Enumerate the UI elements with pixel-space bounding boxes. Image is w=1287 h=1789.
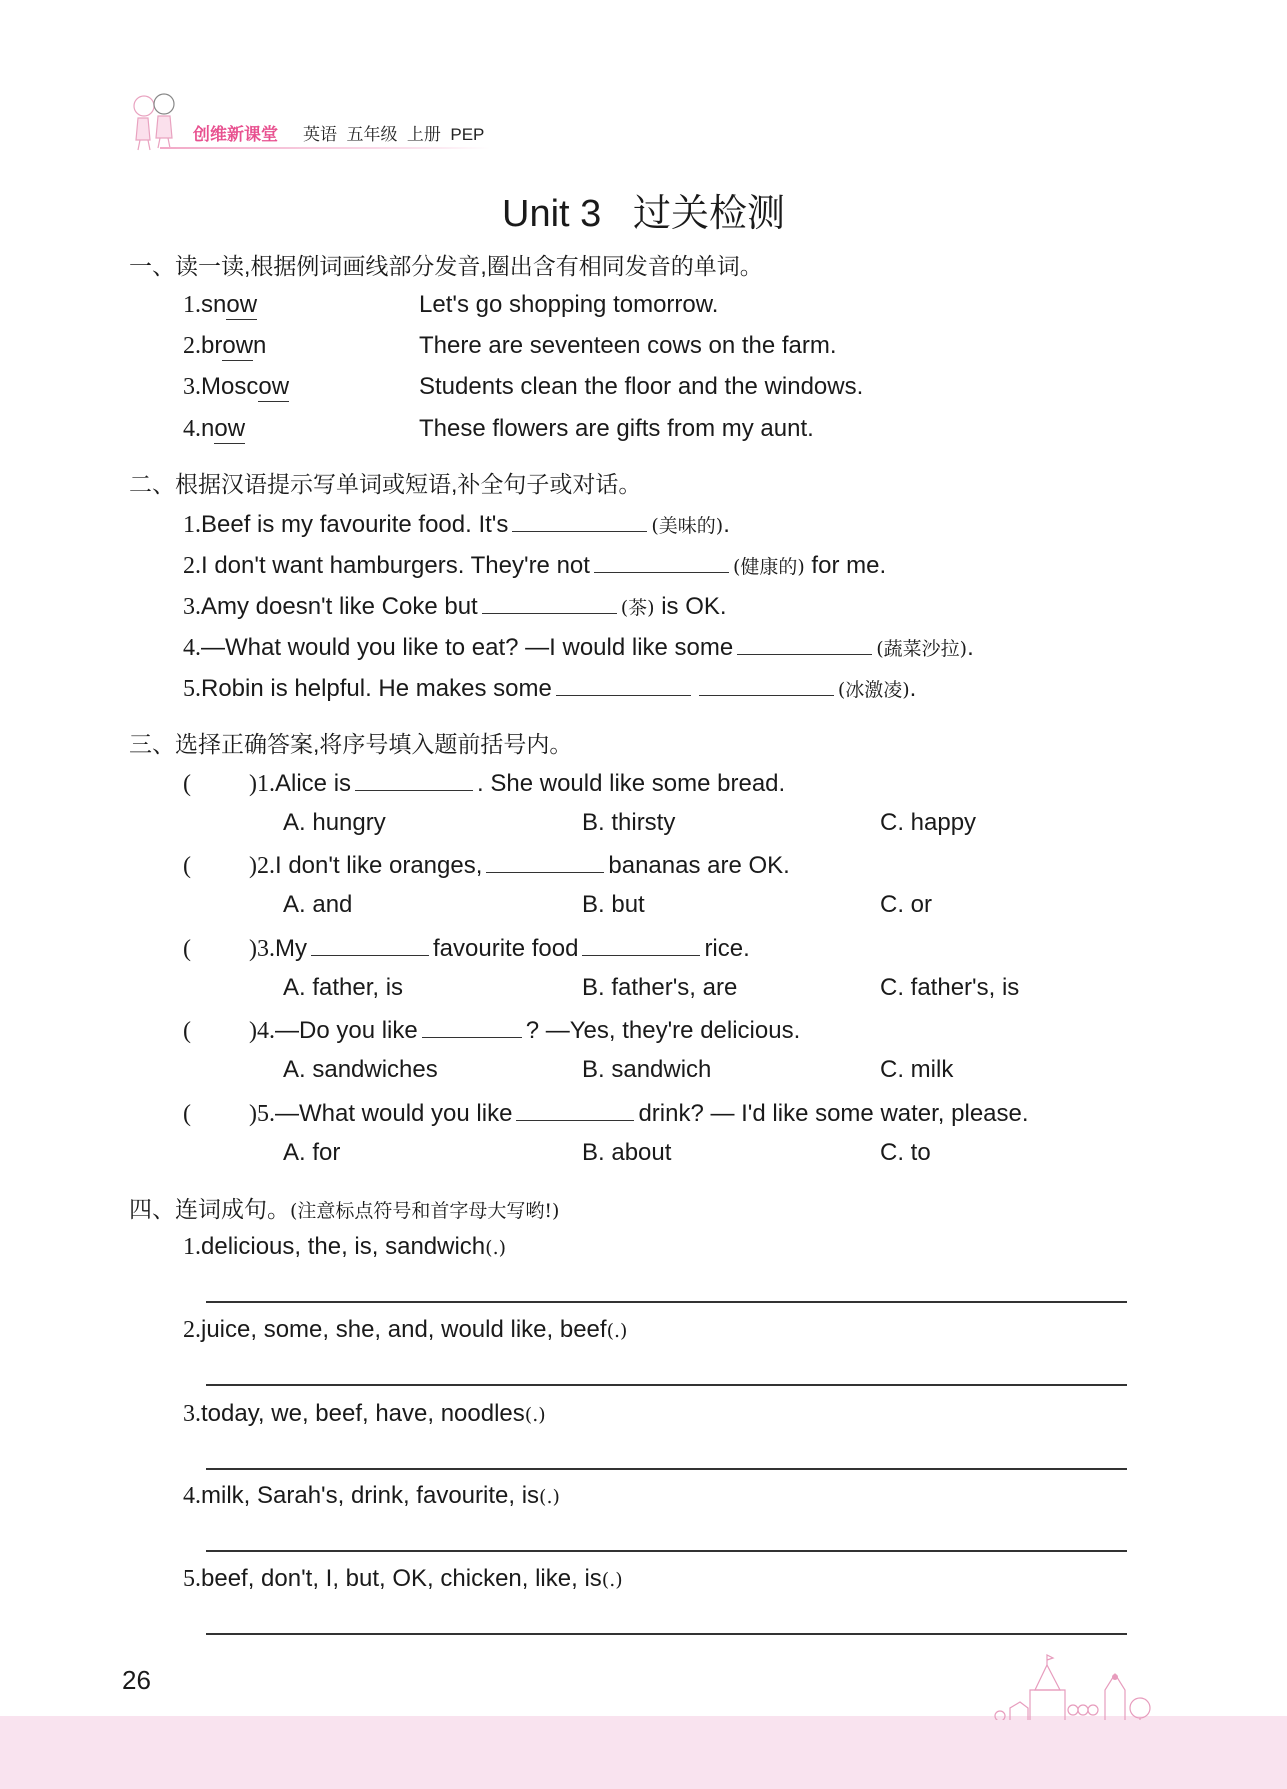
word-list: today, we, beef, have, noodles [201, 1400, 525, 1427]
question-part-a: My [275, 935, 307, 962]
section4-note: (注意标点符号和首字母大写哟!) [290, 1200, 560, 1222]
fill-in-item [183, 673, 916, 703]
item-number: 1. [183, 292, 201, 318]
fill-in-item [183, 632, 974, 662]
answer-blank[interactable] [482, 591, 617, 614]
option-a[interactable]: A. father, is [283, 974, 404, 1001]
section2-heading: 二、根据汉语提示写单词或短语,补全句子或对话。 [129, 471, 642, 497]
question-number: )4. [249, 1018, 275, 1044]
sentence-task [183, 1482, 560, 1510]
question-row [183, 850, 790, 880]
sentence-start: —What would you like to eat? —I would like some [201, 634, 734, 661]
word-list: delicious, the, is, sandwich [201, 1233, 486, 1260]
question-number: )2. [249, 853, 275, 879]
question-part-b: drink? — I'd like some water, please. [638, 1100, 1029, 1127]
sentence-end: is OK. [654, 593, 727, 620]
option-a[interactable]: A. and [283, 891, 353, 918]
answer-blank[interactable] [486, 850, 604, 873]
item-number: 3. [183, 1401, 201, 1427]
answer-line[interactable] [206, 1384, 1127, 1386]
chinese-hint: (健康的) [732, 556, 805, 578]
question-number: )3. [249, 936, 275, 962]
chinese-hint: (冰激凌) [837, 679, 910, 701]
answer-blank[interactable] [516, 1098, 634, 1121]
option-a[interactable]: A. sandwiches [283, 1056, 438, 1083]
sentence-task [183, 1400, 546, 1428]
volume: 上册 [406, 125, 441, 144]
sentence: Let's go shopping tomorrow. [419, 291, 719, 318]
answer-bracket-open[interactable]: ( [183, 936, 191, 962]
sentence-task [183, 1316, 627, 1344]
word-list: juice, some, she, and, would like, beef [201, 1316, 607, 1343]
option-b[interactable]: B. sandwich [582, 1056, 712, 1083]
item-number: 4. [183, 1483, 201, 1509]
sentence-end: . [967, 634, 974, 661]
answer-line[interactable] [206, 1301, 1127, 1303]
list-item [183, 415, 245, 443]
section4-title: 四、连词成句。 [129, 1196, 290, 1222]
page-title: Unit 3 过关检测 [502, 193, 785, 235]
answer-bracket-open[interactable]: ( [183, 1018, 191, 1044]
answer-blank[interactable] [556, 673, 691, 696]
sentence: These flowers are gifts from my aunt. [419, 415, 814, 442]
question-row [183, 933, 750, 963]
answer-bracket-open[interactable]: ( [183, 853, 191, 879]
question-part-a: I don't like oranges, [275, 852, 483, 879]
option-a[interactable]: A. hungry [283, 809, 386, 836]
chinese-hint: (美味的) [651, 515, 724, 537]
item-number: 2. [183, 553, 201, 579]
underlined-sound: ow [258, 373, 290, 400]
sentence-start: Amy doesn't like Coke but [201, 593, 478, 620]
list-item [183, 291, 257, 319]
answer-blank[interactable] [737, 632, 872, 655]
option-b[interactable]: B. thirsty [582, 809, 676, 836]
option-c[interactable]: C. milk [880, 1056, 954, 1083]
answer-blank[interactable] [699, 673, 834, 696]
option-c[interactable]: C. or [880, 891, 933, 918]
item-number: 3. [183, 374, 201, 400]
option-b[interactable]: B. but [582, 891, 645, 918]
sentence-start: I don't want hamburgers. They're not [201, 552, 590, 579]
item-number: 4. [183, 416, 201, 442]
answer-bracket-open[interactable]: ( [183, 771, 191, 797]
sentence-task [183, 1233, 506, 1261]
sentence-end: for me. [804, 552, 887, 579]
section1-heading: 一、读一读,根据例词画线部分发音,圈出含有相同发音的单词。 [129, 253, 763, 279]
example-word-start: n [201, 415, 215, 442]
option-c[interactable]: C. to [880, 1139, 931, 1166]
section3-heading: 三、选择正确答案,将序号填入题前括号内。 [129, 731, 573, 757]
header-divider [160, 147, 490, 149]
example-word-start: sn [201, 291, 227, 318]
example-word-start: br [201, 332, 223, 359]
item-number: 2. [183, 1317, 201, 1343]
question-part-b: ? —Yes, they're delicious. [525, 1017, 801, 1044]
grade: 五年级 [346, 125, 398, 144]
sentence: There are seventeen cows on the farm. [419, 332, 837, 359]
underlined-sound: ow [214, 415, 246, 442]
underlined-sound: ow [226, 291, 258, 318]
option-b[interactable]: B. about [582, 1139, 672, 1166]
list-item [183, 373, 289, 401]
item-number: 3. [183, 594, 201, 620]
question-number: )5. [249, 1101, 275, 1127]
option-c[interactable]: C. father's, is [880, 974, 1020, 1001]
punctuation-hint: (.) [606, 1320, 628, 1342]
item-number: 2. [183, 333, 201, 359]
footer-castle-illustration-icon [980, 1650, 1180, 1725]
answer-blank[interactable] [594, 550, 729, 573]
answer-line[interactable] [206, 1550, 1127, 1552]
option-c[interactable]: C. happy [880, 809, 977, 836]
example-word-start: Mosc [201, 373, 259, 400]
question-part-b: favourite food [433, 935, 579, 962]
word-list: milk, Sarah's, drink, favourite, is [201, 1482, 540, 1509]
sentence-start: Beef is my favourite food. It's [201, 511, 509, 538]
answer-blank[interactable] [355, 768, 473, 791]
subject: 英语 [303, 125, 337, 144]
question-row [183, 1098, 1029, 1128]
chinese-hint: (茶) [620, 597, 655, 619]
sentence-end: . [909, 675, 917, 702]
question-part-a: Alice is [275, 770, 352, 797]
question-row [183, 1015, 800, 1045]
question-part-a: —What would you like [275, 1100, 513, 1127]
item-number: 5. [183, 1566, 201, 1592]
header-illustration-kids-icon [128, 90, 180, 152]
question-part-c: rice. [704, 935, 750, 962]
item-number: 4. [183, 635, 201, 661]
answer-blank[interactable] [311, 933, 429, 956]
answer-line[interactable] [206, 1633, 1127, 1635]
answer-blank[interactable] [512, 509, 647, 532]
question-part-b: . She would like some bread. [477, 770, 786, 797]
list-item [183, 332, 266, 360]
answer-blank[interactable] [582, 933, 700, 956]
punctuation-hint: (.) [524, 1404, 546, 1426]
fill-in-item [183, 509, 730, 539]
fill-in-item [183, 550, 886, 580]
option-b[interactable]: B. father's, are [582, 974, 738, 1001]
example-word-end: n [253, 332, 267, 359]
brand-name: 创维新课堂 [193, 125, 278, 144]
section4-heading [129, 1191, 559, 1224]
option-a[interactable]: A. for [283, 1139, 341, 1166]
punctuation-hint: (.) [539, 1486, 560, 1508]
item-number: 1. [183, 512, 201, 538]
question-part-a: —Do you like [275, 1017, 418, 1044]
item-number: 1. [183, 1234, 201, 1260]
question-part-b: bananas are OK. [608, 852, 790, 879]
fill-in-item [183, 591, 727, 621]
punctuation-hint: (.) [485, 1237, 507, 1259]
chinese-hint: (蔬菜沙拉) [876, 638, 968, 660]
answer-bracket-open[interactable]: ( [183, 1101, 191, 1127]
answer-line[interactable] [206, 1468, 1127, 1470]
item-number: 5. [183, 676, 201, 702]
footer-band [0, 1716, 1287, 1789]
sentence-task [183, 1565, 623, 1593]
page-number: 26 [122, 1665, 151, 1695]
sentence-end: . [723, 511, 730, 538]
sentence: Students clean the floor and the windows. [419, 373, 864, 400]
word-list: beef, don't, I, but, OK, chicken, like, is [201, 1565, 602, 1592]
answer-blank[interactable] [422, 1015, 522, 1038]
book-info [303, 120, 484, 145]
sentence-start: Robin is helpful. He makes some [201, 675, 552, 702]
question-row [183, 768, 785, 798]
question-number: )1. [249, 771, 275, 797]
underlined-sound: ow [222, 332, 254, 359]
edition: PEP [450, 125, 485, 144]
punctuation-hint: (.) [601, 1569, 623, 1591]
